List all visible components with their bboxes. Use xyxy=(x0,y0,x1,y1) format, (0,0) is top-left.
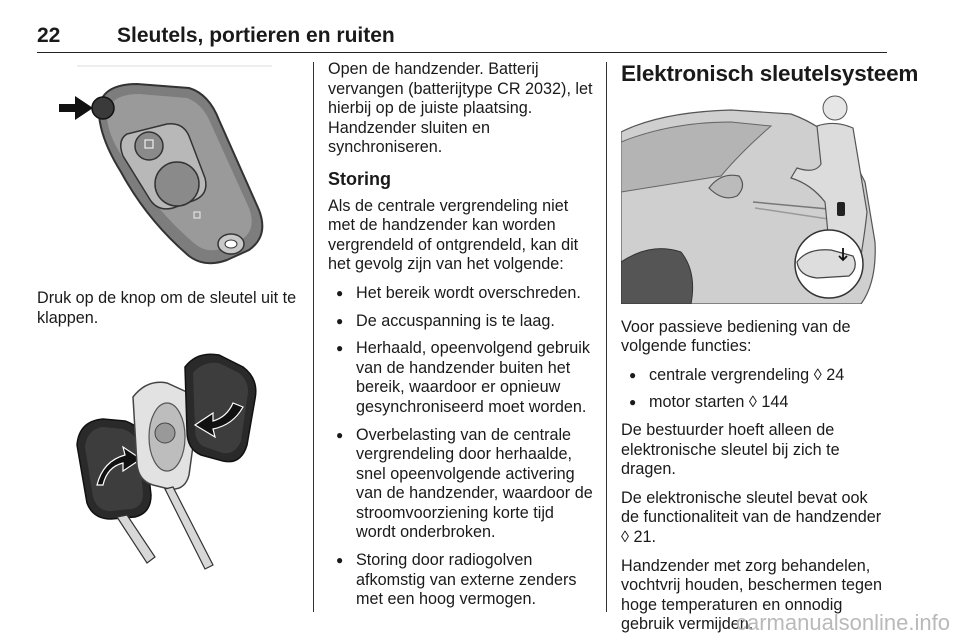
care-instructions-text: Handzender met zorg behandelen, vochtvrij houden, beschermen tegen hoge temperaturen en onnodig gebruik vermijden. xyxy=(621,556,882,634)
page-number: 22 xyxy=(37,24,61,47)
passive-functions-intro: Voor passieve bediening van de volgende functies: xyxy=(621,317,851,356)
storing-lead-text: Als de centrale vergrendeling niet met de handzender kan worden vergrendeld of ontgrendeld, kan dit het gevolg zijn van het volgende: xyxy=(328,196,579,274)
page-reference[interactable]: 144 xyxy=(761,393,789,412)
page-header xyxy=(37,16,887,53)
passive-entry-figure xyxy=(621,92,883,304)
functions-list xyxy=(621,366,889,413)
column-1 xyxy=(37,60,299,577)
column-3 xyxy=(621,60,919,644)
list-item: ● Storing door radiogolven afkomstig van externe zenders met een hoog vermogen. xyxy=(328,551,594,610)
folding-key-figure xyxy=(37,60,299,275)
page-reference[interactable]: 24 xyxy=(826,365,845,384)
triangle-ref-icon: ◊ xyxy=(748,393,757,412)
section-heading: Elektronisch sleutelsysteem xyxy=(621,61,919,86)
key-functionality-text: De elektronische sleutel bevat ook de functionaliteit van de handzender ◊ 21. xyxy=(621,488,882,546)
triangle-ref-icon: ◊ xyxy=(621,527,629,546)
column-divider-2 xyxy=(606,62,607,612)
open-transmitter-figure xyxy=(37,337,299,577)
fold-key-caption: Druk op de knop om de sleutel uit te klappen. xyxy=(37,289,297,327)
list-item: ● Overbelasting van de centrale vergrendeling door herhaalde, snel opeenvolgende activering van de handzender, waardoor de stroomvoorziening korte tijd wordt onderbroken. xyxy=(328,426,594,544)
list-item: ● motor starten ◊ 144 xyxy=(621,393,889,413)
list-item: ● Herhaald, opeenvolgend gebruik van de handzender buiten het bereik, waardoor er opnieuw gesynchroniseerd moet worden. xyxy=(328,339,594,417)
list-item: ● De accuspanning is te laag. xyxy=(328,312,594,332)
storing-heading: Storing xyxy=(328,168,391,189)
triangle-ref-icon: ◊ xyxy=(813,365,822,384)
storing-bullet-list xyxy=(328,284,594,610)
chapter-title: Sleutels, portieren en ruiten xyxy=(117,24,395,47)
list-item: ● Het bereik wordt overschreden. xyxy=(328,284,594,304)
list-item: ● centrale vergrendeling ◊ 24 xyxy=(621,366,889,386)
page-reference[interactable]: 21. xyxy=(633,527,657,546)
battery-replacement-text: Open de handzender. Batterij vervangen (batterijtype CR 2032), let hierbij op de juiste plaatsing. Handzender sluiten en synchroniseren. xyxy=(328,60,593,157)
column-2 xyxy=(328,60,594,618)
column-divider-1 xyxy=(313,62,314,612)
driver-carry-text: De bestuurder hoeft alleen de elektronische sleutel bij zich te dragen. xyxy=(621,420,840,479)
watermark: carmanualsonline.info xyxy=(735,610,950,635)
